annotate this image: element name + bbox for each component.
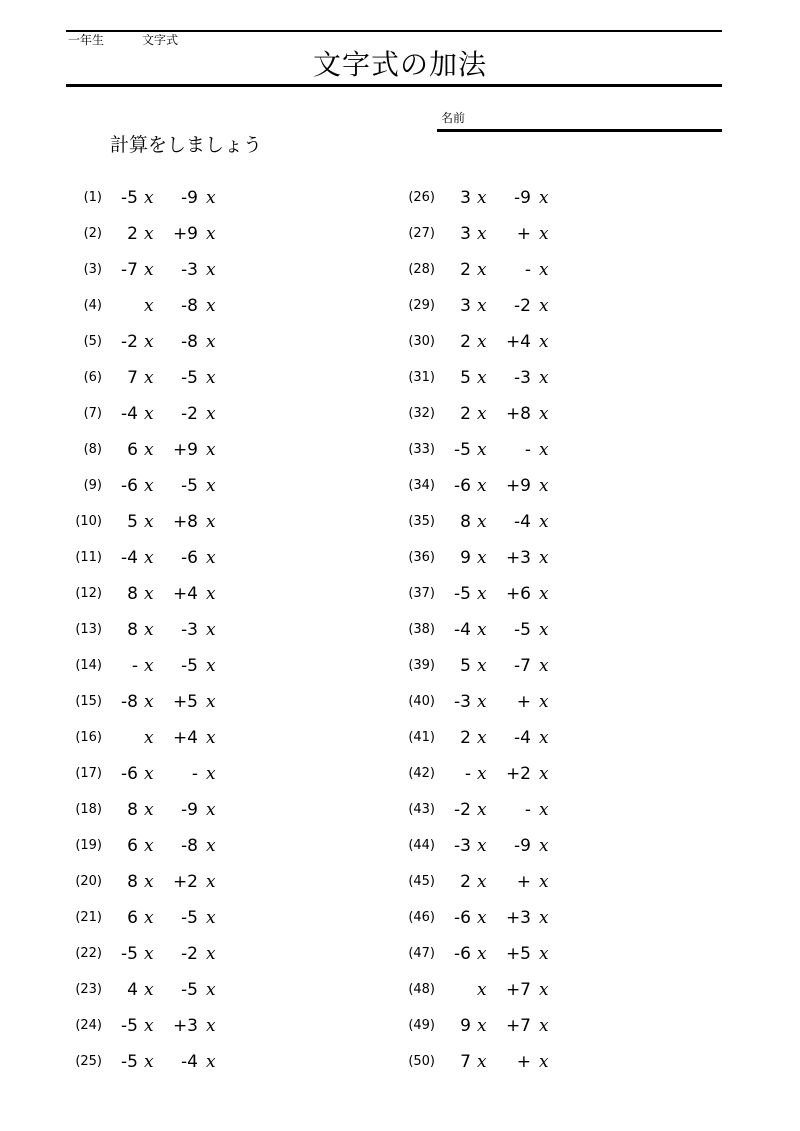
- problem-number: (35): [408, 514, 435, 529]
- second-variable: x: [539, 980, 549, 1000]
- second-variable: x: [539, 656, 549, 676]
- first-variable: x: [477, 872, 487, 892]
- first-coefficient: -5: [121, 188, 138, 208]
- second-variable: x: [206, 512, 216, 532]
- first-coefficient: -7: [121, 260, 138, 280]
- first-coefficient: -5: [454, 584, 471, 604]
- second-coefficient: +7: [505, 980, 531, 1000]
- problem-number: (48): [408, 982, 435, 997]
- second-coefficient: -9: [181, 800, 198, 820]
- second-variable: x: [539, 728, 549, 748]
- first-variable: x: [477, 224, 487, 244]
- problem-number: (20): [75, 874, 102, 889]
- problem-number: (44): [408, 838, 435, 853]
- first-coefficient: 5: [460, 656, 471, 676]
- first-coefficient: -5: [454, 440, 471, 460]
- problem-number: (26): [408, 190, 435, 205]
- second-variable: x: [206, 692, 216, 712]
- second-coefficient: +5: [505, 944, 531, 964]
- problem-number: (28): [408, 262, 435, 277]
- first-coefficient: -6: [121, 764, 138, 784]
- problem-number: (17): [75, 766, 102, 781]
- first-variable: x: [477, 296, 487, 316]
- first-variable: x: [144, 404, 154, 424]
- problem-number: (6): [83, 370, 102, 385]
- second-coefficient: -: [524, 800, 531, 820]
- first-variable: x: [144, 296, 154, 316]
- second-coefficient: +8: [172, 512, 198, 532]
- first-coefficient: 8: [127, 872, 138, 892]
- second-coefficient: -: [524, 440, 531, 460]
- first-coefficient: -: [464, 764, 471, 784]
- first-coefficient: -2: [454, 800, 471, 820]
- second-variable: x: [539, 368, 549, 388]
- first-variable: x: [144, 908, 154, 928]
- first-coefficient: 9: [460, 548, 471, 568]
- second-coefficient: -9: [514, 836, 531, 856]
- first-variable: x: [477, 620, 487, 640]
- first-coefficient: 6: [127, 836, 138, 856]
- first-coefficient: -6: [454, 476, 471, 496]
- first-variable: x: [477, 440, 487, 460]
- first-coefficient: -8: [121, 692, 138, 712]
- second-coefficient: -6: [181, 548, 198, 568]
- second-coefficient: -5: [181, 476, 198, 496]
- second-variable: x: [539, 764, 549, 784]
- first-variable: x: [477, 980, 487, 1000]
- second-coefficient: -5: [181, 656, 198, 676]
- problem-number: (19): [75, 838, 102, 853]
- first-coefficient: -4: [121, 404, 138, 424]
- first-coefficient: 2: [460, 872, 471, 892]
- problem-number: (31): [408, 370, 435, 385]
- second-coefficient: -8: [181, 296, 198, 316]
- first-variable: x: [477, 836, 487, 856]
- second-coefficient: +: [516, 872, 531, 892]
- second-variable: x: [539, 548, 549, 568]
- first-coefficient: 5: [460, 368, 471, 388]
- second-coefficient: -2: [181, 404, 198, 424]
- problem-number: (42): [408, 766, 435, 781]
- problem-number: (45): [408, 874, 435, 889]
- second-variable: x: [539, 1016, 549, 1036]
- problem-number: (9): [83, 478, 102, 493]
- first-variable: x: [144, 512, 154, 532]
- second-variable: x: [539, 440, 549, 460]
- second-variable: x: [206, 188, 216, 208]
- first-coefficient: -5: [121, 1016, 138, 1036]
- second-variable: x: [539, 944, 549, 964]
- problem-number: (34): [408, 478, 435, 493]
- first-variable: x: [477, 476, 487, 496]
- problem-number: (15): [75, 694, 102, 709]
- first-coefficient: 9: [460, 1016, 471, 1036]
- problem-number: (11): [75, 550, 102, 565]
- first-coefficient: -2: [121, 332, 138, 352]
- second-variable: x: [206, 728, 216, 748]
- second-variable: x: [206, 296, 216, 316]
- first-coefficient: -3: [454, 836, 471, 856]
- first-variable: x: [477, 1016, 487, 1036]
- problem-number: (12): [75, 586, 102, 601]
- first-variable: x: [144, 944, 154, 964]
- second-variable: x: [206, 836, 216, 856]
- second-coefficient: +: [516, 1052, 531, 1072]
- first-variable: x: [144, 656, 154, 676]
- first-coefficient: 2: [460, 404, 471, 424]
- problem-number: (4): [83, 298, 102, 313]
- second-variable: x: [539, 512, 549, 532]
- problem-number: (38): [408, 622, 435, 637]
- second-variable: x: [206, 908, 216, 928]
- second-variable: x: [539, 800, 549, 820]
- second-variable: x: [206, 1052, 216, 1072]
- first-variable: x: [477, 368, 487, 388]
- first-variable: x: [477, 188, 487, 208]
- first-coefficient: 3: [460, 224, 471, 244]
- second-coefficient: +: [516, 224, 531, 244]
- second-coefficient: -4: [514, 728, 531, 748]
- first-variable: x: [477, 584, 487, 604]
- second-variable: x: [539, 260, 549, 280]
- second-coefficient: -: [191, 764, 198, 784]
- second-coefficient: -5: [181, 908, 198, 928]
- first-variable: x: [477, 656, 487, 676]
- first-coefficient: -3: [454, 692, 471, 712]
- second-coefficient: -7: [514, 656, 531, 676]
- second-variable: x: [539, 188, 549, 208]
- first-variable: x: [144, 548, 154, 568]
- second-variable: x: [539, 584, 549, 604]
- problem-number: (25): [75, 1054, 102, 1069]
- first-variable: x: [477, 944, 487, 964]
- second-variable: x: [206, 404, 216, 424]
- second-variable: x: [206, 584, 216, 604]
- second-variable: x: [206, 1016, 216, 1036]
- problem-number: (18): [75, 802, 102, 817]
- first-coefficient: 2: [460, 260, 471, 280]
- first-variable: x: [144, 1052, 154, 1072]
- second-variable: x: [206, 260, 216, 280]
- first-coefficient: 4: [127, 980, 138, 1000]
- second-coefficient: -3: [181, 620, 198, 640]
- first-variable: x: [144, 800, 154, 820]
- problem-number: (27): [408, 226, 435, 241]
- problem-number: (2): [83, 226, 102, 241]
- problem-number: (41): [408, 730, 435, 745]
- second-coefficient: +3: [172, 1016, 198, 1036]
- second-variable: x: [206, 224, 216, 244]
- second-coefficient: -8: [181, 836, 198, 856]
- second-variable: x: [539, 404, 549, 424]
- first-coefficient: 7: [127, 368, 138, 388]
- first-variable: x: [144, 836, 154, 856]
- second-coefficient: -: [524, 260, 531, 280]
- second-coefficient: +9: [172, 440, 198, 460]
- problem-number: (50): [408, 1054, 435, 1069]
- problem-number: (33): [408, 442, 435, 457]
- second-coefficient: +4: [505, 332, 531, 352]
- second-variable: x: [206, 368, 216, 388]
- second-variable: x: [539, 1052, 549, 1072]
- second-coefficient: +8: [505, 404, 531, 424]
- problem-number: (30): [408, 334, 435, 349]
- second-variable: x: [206, 800, 216, 820]
- first-variable: x: [144, 188, 154, 208]
- second-coefficient: +4: [172, 728, 198, 748]
- second-variable: x: [206, 476, 216, 496]
- topic-label: 文字式: [142, 33, 179, 47]
- first-variable: x: [144, 476, 154, 496]
- second-coefficient: -2: [181, 944, 198, 964]
- first-coefficient: 8: [460, 512, 471, 532]
- second-variable: x: [539, 872, 549, 892]
- second-coefficient: +3: [505, 908, 531, 928]
- problem-number: (40): [408, 694, 435, 709]
- first-variable: x: [477, 908, 487, 928]
- first-coefficient: 8: [127, 800, 138, 820]
- first-coefficient: 8: [127, 584, 138, 604]
- problem-number: (5): [83, 334, 102, 349]
- problem-number: (14): [75, 658, 102, 673]
- second-variable: x: [539, 296, 549, 316]
- first-coefficient: 2: [127, 224, 138, 244]
- second-coefficient: +: [516, 692, 531, 712]
- second-variable: x: [206, 620, 216, 640]
- first-coefficient: -6: [454, 944, 471, 964]
- second-variable: x: [539, 476, 549, 496]
- second-coefficient: -3: [514, 368, 531, 388]
- second-coefficient: -3: [181, 260, 198, 280]
- second-variable: x: [206, 980, 216, 1000]
- problem-number: (29): [408, 298, 435, 313]
- first-coefficient: 8: [127, 620, 138, 640]
- page-title: 文字式の加法: [312, 48, 487, 81]
- first-coefficient: 5: [127, 512, 138, 532]
- first-coefficient: -6: [121, 476, 138, 496]
- first-coefficient: 7: [460, 1052, 471, 1072]
- first-coefficient: -4: [454, 620, 471, 640]
- second-coefficient: +2: [172, 872, 198, 892]
- problem-number: (21): [75, 910, 102, 925]
- problem-number: (47): [408, 946, 435, 961]
- first-coefficient: 2: [460, 332, 471, 352]
- second-coefficient: -5: [181, 980, 198, 1000]
- second-variable: x: [539, 620, 549, 640]
- first-variable: x: [144, 1016, 154, 1036]
- problem-number: (49): [408, 1018, 435, 1033]
- second-coefficient: -5: [181, 368, 198, 388]
- second-variable: x: [539, 836, 549, 856]
- second-variable: x: [539, 224, 549, 244]
- first-variable: x: [477, 1052, 487, 1072]
- second-variable: x: [206, 656, 216, 676]
- second-variable: x: [206, 332, 216, 352]
- first-variable: x: [477, 728, 487, 748]
- second-coefficient: -4: [514, 512, 531, 532]
- first-variable: x: [144, 692, 154, 712]
- problem-number: (46): [408, 910, 435, 925]
- problem-number: (3): [83, 262, 102, 277]
- problem-number: (36): [408, 550, 435, 565]
- first-coefficient: -5: [121, 1052, 138, 1072]
- second-variable: x: [206, 548, 216, 568]
- first-variable: x: [144, 584, 154, 604]
- problem-number: (22): [75, 946, 102, 961]
- first-variable: x: [144, 764, 154, 784]
- first-variable: x: [144, 620, 154, 640]
- first-coefficient: 3: [460, 296, 471, 316]
- problem-number: (16): [75, 730, 102, 745]
- second-coefficient: +6: [505, 584, 531, 604]
- second-coefficient: +9: [172, 224, 198, 244]
- problem-number: (32): [408, 406, 435, 421]
- first-coefficient: 3: [460, 188, 471, 208]
- problem-number: (37): [408, 586, 435, 601]
- second-coefficient: +7: [505, 1016, 531, 1036]
- name-label: 名前: [441, 111, 466, 125]
- first-coefficient: -5: [121, 944, 138, 964]
- first-variable: x: [144, 980, 154, 1000]
- name-field-line[interactable]: [437, 129, 722, 132]
- second-variable: x: [539, 332, 549, 352]
- instruction-text: 計算をしましょう: [110, 134, 263, 156]
- second-coefficient: -8: [181, 332, 198, 352]
- first-variable: x: [144, 224, 154, 244]
- first-coefficient: 6: [127, 908, 138, 928]
- first-variable: x: [477, 764, 487, 784]
- first-variable: x: [477, 404, 487, 424]
- second-coefficient: +2: [505, 764, 531, 784]
- second-coefficient: -5: [514, 620, 531, 640]
- first-variable: x: [477, 800, 487, 820]
- first-coefficient: -: [131, 656, 138, 676]
- second-coefficient: -9: [181, 188, 198, 208]
- problem-number: (8): [83, 442, 102, 457]
- problem-number: (39): [408, 658, 435, 673]
- first-variable: x: [477, 332, 487, 352]
- first-coefficient: 6: [127, 440, 138, 460]
- second-coefficient: -2: [514, 296, 531, 316]
- second-variable: x: [539, 692, 549, 712]
- problem-number: (24): [75, 1018, 102, 1033]
- problem-number: (10): [75, 514, 102, 529]
- first-variable: x: [144, 332, 154, 352]
- first-variable: x: [144, 728, 154, 748]
- second-variable: x: [206, 440, 216, 460]
- problem-number: (7): [83, 406, 102, 421]
- first-coefficient: 2: [460, 728, 471, 748]
- second-variable: x: [206, 944, 216, 964]
- problem-number: (43): [408, 802, 435, 817]
- top-rule: [66, 30, 722, 32]
- second-variable: x: [206, 764, 216, 784]
- second-coefficient: +5: [172, 692, 198, 712]
- first-variable: x: [477, 692, 487, 712]
- grade-label: 一年生: [68, 33, 105, 47]
- second-variable: x: [206, 872, 216, 892]
- second-coefficient: +9: [505, 476, 531, 496]
- first-variable: x: [477, 512, 487, 532]
- problem-number: (1): [83, 190, 102, 205]
- second-coefficient: +4: [172, 584, 198, 604]
- title-underline: [66, 84, 722, 87]
- first-variable: x: [477, 548, 487, 568]
- second-coefficient: +3: [505, 548, 531, 568]
- second-variable: x: [539, 908, 549, 928]
- problem-number: (13): [75, 622, 102, 637]
- first-variable: x: [144, 368, 154, 388]
- second-coefficient: -4: [181, 1052, 198, 1072]
- first-variable: x: [477, 260, 487, 280]
- first-variable: x: [144, 440, 154, 460]
- first-coefficient: -4: [121, 548, 138, 568]
- second-coefficient: -9: [514, 188, 531, 208]
- first-variable: x: [144, 872, 154, 892]
- first-coefficient: -6: [454, 908, 471, 928]
- first-variable: x: [144, 260, 154, 280]
- problem-number: (23): [75, 982, 102, 997]
